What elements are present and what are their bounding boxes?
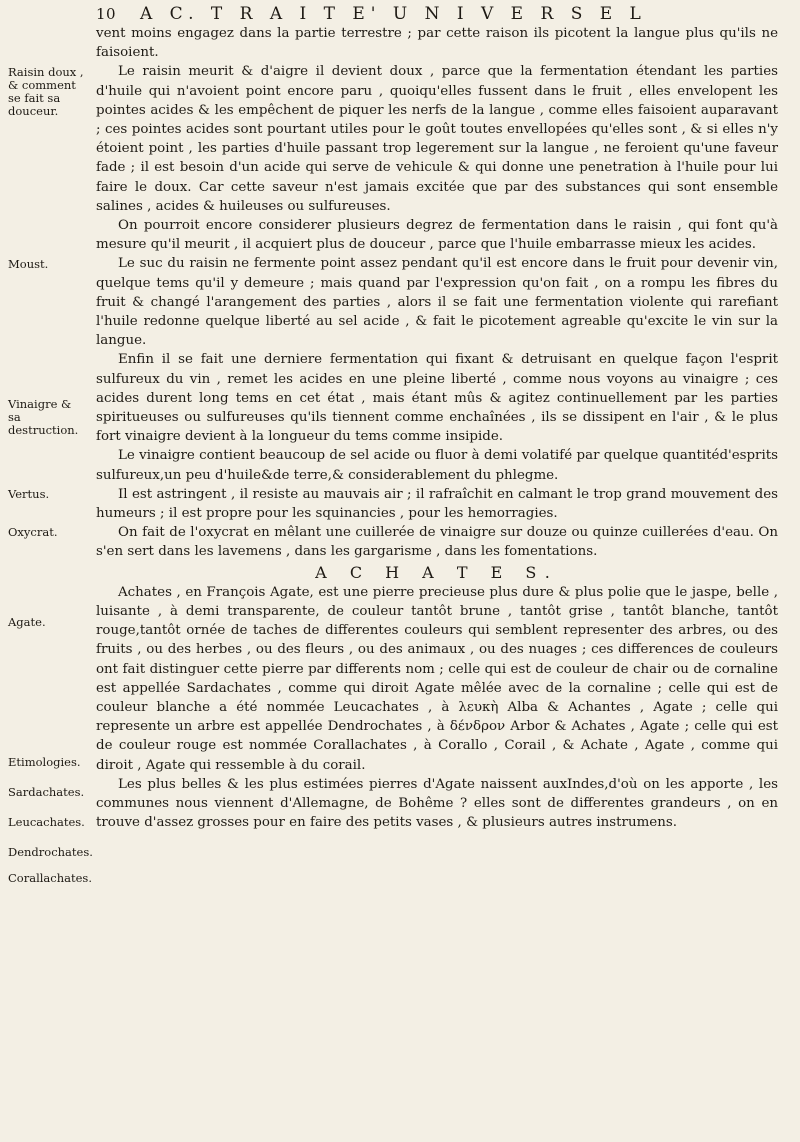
margin-note-raisin: Raisin doux , & comment se fait sa douceur.: [8, 65, 84, 118]
margin-note-vinaigre: Vinaigre & sa destruction.: [8, 397, 79, 437]
margin-note-etimologies: Etimologies.: [8, 755, 81, 769]
paragraph: On pourroit encore considerer plusieurs degrez de fermentation dans le raisin , qui font qu'à mesure qu'il meurit , il acquiert plus de douceur , parce que l'huile embarrasse mieux les acides.: [96, 218, 778, 253]
main-text: [96, 24, 778, 832]
running-title: A C. T R A I T E' U N I V E R S E L: [140, 4, 647, 24]
paragraph: Achates , en François Agate, est une pierre precieuse plus dure & plus polie que le jaspe, belle , luisante , à demi transparente, de couleur tantôt brune , tantôt grise , tantôt blanche, tantôt rouge,tantôt ornée de taches de differentes couleurs qui semblent representer des arbres, ou des fruits , ou des herbes , ou des fleurs , ou des animaux , ou des nuages ; ces differences de couleurs ont fait distinguer cette pierre par differents nom ; celle qui est de couleur de chair ou de cornaline est appellée Sardachates , comme qui diroit Agate mêlée avec de la cornaline ; celle qui est de couleur blanche a été nommée Leucachates , à λευκὴ Alba & Achantes , Agate ; celle qui represente un arbre est appellée Dendrochates , à δένδρον Arbor & Achates , Agate ; celle qui est de couleur rouge est nommée Corallachates , à Corallo , Corail , & Achate , Agate , comme qui diroit , Agate qui ressemble à du corail.: [96, 584, 778, 773]
margin-note-agate: Agate.: [8, 615, 46, 629]
margin-note-leucachates: Leucachates.: [8, 815, 85, 829]
paragraph: vent moins engagez dans la partie terrestre ; par cette raison ils picotent la langue plus qu'ils ne faisoient.: [96, 26, 778, 61]
margin-note-corallachates: Corallachates.: [8, 871, 92, 885]
paragraph: On fait de l'oxycrat en mêlant une cuillerée de vinaigre sur douze ou quinze cuillerées d'eau. On s'en sert dans les lavemens , dans les gargarisme , dans les fomentations.: [96, 525, 778, 560]
margin-note-oxycrat: Oxycrat.: [8, 525, 58, 539]
margin-note-dendrochates: Dendrochates.: [8, 845, 93, 859]
paragraph: Le raisin meurit & d'aigre il devient doux , parce que la fermentation étendant les parties d'huile qui n'avoient point encore paru , quoiqu'elles fussent dans le fruit , elles envelopent les pointes acides & les empêchent de piquer les nerfs de la langue , comme elles faisoient auparavant ; ces pointes acides sont pourtant utiles pour le goût toutes envellopées qu'elles sont , & si elles n'y étoient point , les parties d'huile passant trop legerement sur la langue , ne feroient qu'une faveur fade ; il est besoin d'un acide qui serve de vehicule & qui donne une penetration à l'huile pour lui faire le doux. Car cette saveur n'est jamais excitée que par des substances qui sont ensemble salines , acides & huileuses ou sulfureuses.: [96, 64, 778, 214]
margin-note-vertus: Vertus.: [8, 487, 50, 501]
margin-note-sardachates: Sardachates.: [8, 785, 85, 799]
paragraph: Il est astringent , il resiste au mauvais air ; il rafraîchit en calmant le trop grand mouvement des humeurs ; il est propre pour les squinancies , pour les hemorragies.: [96, 486, 778, 522]
margin-note-moust: Moust.: [8, 257, 49, 271]
page-number: 10: [96, 5, 117, 23]
paragraph: Enfin il se fait une derniere fermentation qui fixant & detruisant en quelque façon l'esprit sulfureux du vin , remet les acides en une pleine liberté , comme nous voyons au vinaigre ; ces acides durent long tems en cet état , mais étant mûs & agitez continuellement par les parties spiritueuses ou sulfureuses qu'ils tiennent comme enchaînées , ils se dissipent en l'air , & le plus fort vinaigre devient à la longueur du tems comme insipide.: [96, 352, 778, 445]
paragraph: Les plus belles & les plus estimées pierres d'Agate naissent auxIndes,d'où on les apporte , les communes nous viennent d'Allemagne, de Bohême ? elles sont de differentes grandeurs , on en trouve d'assez grosses pour en faire des petits vases , & plusieurs autres instrumens.: [96, 776, 778, 831]
paragraph: Le vinaigre contient beaucoup de sel acide ou fluor à demi volatifé par quelque quantitéd'esprits sulfureux,un peu d'huile&de terre,& considerablement du phlegme.: [96, 448, 778, 483]
paragraph: Le suc du raisin ne fermente point assez pendant qu'il est encore dans le fruit pour devenir vin, quelque tems qu'il y demeure ; mais quand par l'expression qu'on fait , on a rompu les fibres du fruit & changé l'arangement des parties , alors il se fait une fermentation violente qui rarefiant l'huile redonne quelque liberté au sel acide , & fait le picotement agreable qu'excite le vin sur la langue.: [96, 256, 778, 349]
section-title: A C H A T E S.: [315, 562, 559, 582]
